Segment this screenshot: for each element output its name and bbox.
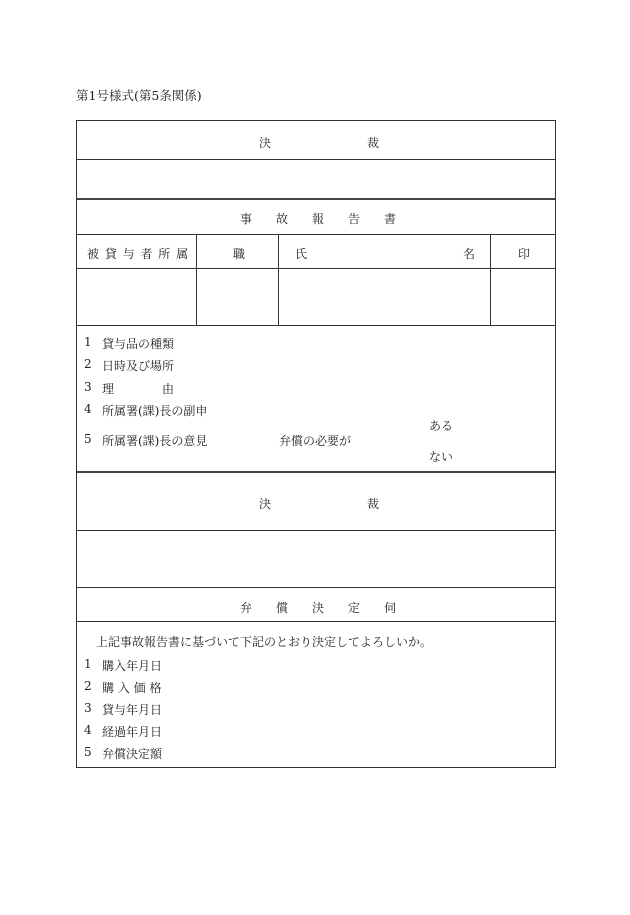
report-item-num: 2 bbox=[84, 357, 92, 371]
position-entry-cell[interactable] bbox=[197, 269, 278, 325]
approval-title-left: 決 bbox=[259, 136, 272, 150]
decision-item-label: 弁償決定額 bbox=[102, 747, 163, 761]
approval-title-left: 決 bbox=[259, 497, 272, 511]
decision-title-char: 弁 bbox=[240, 601, 253, 615]
column-header-seal: 印 bbox=[518, 247, 531, 261]
decision-item-label: 貸与年月日 bbox=[102, 703, 163, 717]
decision-intro: 上記事故報告書に基づいて下記のとおり決定してよろしいか。 bbox=[96, 635, 433, 649]
report-item-num: 1 bbox=[84, 335, 92, 349]
report-title-char: 報 bbox=[312, 212, 325, 226]
decision-item-num: 1 bbox=[84, 657, 92, 671]
approval-title-right: 裁 bbox=[367, 497, 380, 511]
decision-item-num: 2 bbox=[84, 679, 92, 693]
column-header-position: 職 bbox=[233, 247, 246, 261]
approval-title-right: 裁 bbox=[367, 136, 380, 150]
column-header-name-right: 名 bbox=[463, 247, 476, 261]
divider bbox=[77, 325, 555, 326]
decision-item-label: 経過年月日 bbox=[102, 725, 163, 739]
report-title-char: 告 bbox=[348, 212, 361, 226]
decision-title-char: 伺 bbox=[384, 601, 397, 615]
report-item-label: 所属署(課)長の副申 bbox=[102, 404, 208, 418]
divider bbox=[77, 587, 555, 588]
decision-item-label: 購入年月日 bbox=[102, 659, 163, 673]
report-item-label: 理 由 bbox=[102, 382, 175, 396]
decision-item-label: 購 入 価 格 bbox=[102, 681, 162, 695]
decision-item-num: 4 bbox=[84, 723, 92, 737]
divider bbox=[77, 471, 555, 473]
divider bbox=[77, 234, 555, 235]
report-title-char: 書 bbox=[384, 212, 397, 226]
compensation-needed-label: 弁償の必要が bbox=[279, 434, 352, 448]
dept-entry-cell[interactable] bbox=[77, 269, 196, 325]
accident-report-form bbox=[76, 120, 556, 768]
report-item-label: 貸与品の種類 bbox=[102, 337, 175, 351]
report-item-num: 4 bbox=[84, 402, 92, 416]
option-no[interactable]: ない bbox=[429, 450, 454, 464]
column-header-dept: 被 貸 与 者 所 属 bbox=[87, 247, 190, 261]
report-item-num: 3 bbox=[84, 380, 92, 394]
report-title-char: 故 bbox=[276, 212, 289, 226]
column-header-name-left: 氏 bbox=[295, 247, 308, 261]
form-number-title: 第1号様式(第5条関係) bbox=[76, 88, 202, 103]
approval-stamp-area[interactable] bbox=[77, 160, 555, 198]
decision-item-num: 3 bbox=[84, 701, 92, 715]
decision-title-char: 償 bbox=[276, 601, 289, 615]
report-title-char: 事 bbox=[240, 212, 253, 226]
decision-title-char: 決 bbox=[312, 601, 325, 615]
decision-title-char: 定 bbox=[348, 601, 361, 615]
approval-stamp-area[interactable] bbox=[77, 531, 555, 587]
report-item-label: 日時及び場所 bbox=[102, 359, 175, 373]
divider bbox=[77, 198, 555, 200]
report-item-label: 所属署(課)長の意見 bbox=[102, 434, 208, 448]
divider bbox=[77, 621, 555, 622]
decision-item-num: 5 bbox=[84, 745, 92, 759]
name-entry-cell[interactable] bbox=[279, 269, 490, 325]
report-item-num: 5 bbox=[84, 432, 92, 446]
seal-entry-cell[interactable] bbox=[491, 269, 555, 325]
option-yes[interactable]: ある bbox=[429, 419, 454, 433]
